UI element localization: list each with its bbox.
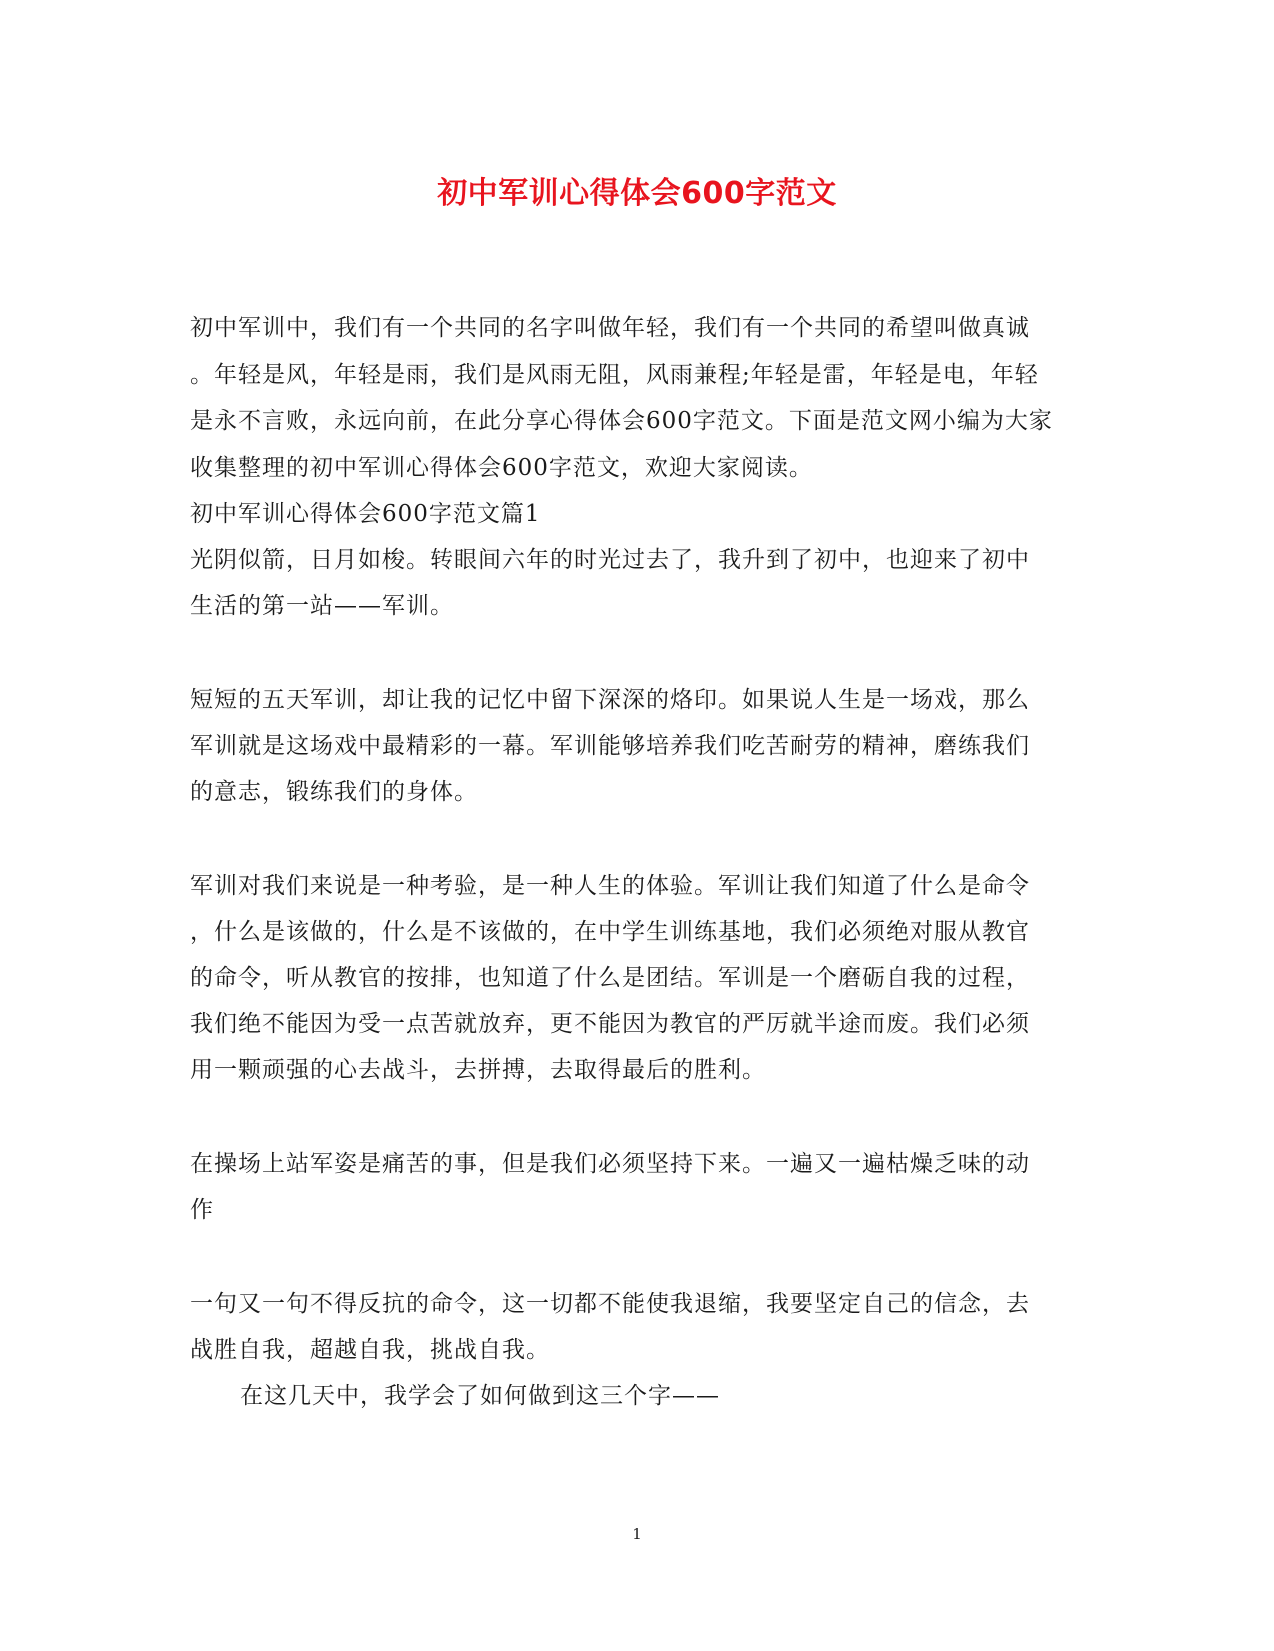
- document-title: 初中军训心得体会600字范文: [437, 176, 837, 211]
- text-line: 军训对我们来说是一种考验，是一种人生的体验。军训让我们知道了什么是命令: [190, 873, 1030, 899]
- text-line: 作: [190, 1197, 214, 1223]
- page-number: 1: [632, 1525, 642, 1543]
- text-line: 军训就是这场戏中最精彩的一幕。军训能够培养我们吃苦耐劳的精神，磨练我们: [190, 733, 1030, 759]
- text-line: 短短的五天军训，却让我的记忆中留下深深的烙印。如果说人生是一场戏，那么: [190, 687, 1030, 713]
- text-line: ，什么是该做的，什么是不该做的，在中学生训练基地，我们必须绝对服从教官: [190, 919, 1030, 945]
- text-line: 用一颗顽强的心去战斗，去拼搏，去取得最后的胜利。: [190, 1057, 766, 1083]
- text-line: 战胜自我，超越自我，挑战自我。: [190, 1337, 550, 1363]
- text-line: 我们绝不能因为受一点苦就放弃，更不能因为教官的严厉就半途而废。我们必须: [190, 1011, 1030, 1037]
- text-line: 一句又一句不得反抗的命令，这一切都不能使我退缩，我要坚定自己的信念，去: [190, 1291, 1030, 1317]
- text-line: 生活的第一站——军训。: [190, 593, 454, 619]
- text-line: 。年轻是风，年轻是雨，我们是风雨无阻，风雨兼程;年轻是雷，年轻是电，年轻: [190, 362, 1039, 388]
- text-line: 的命令，听从教官的按排，也知道了什么是团结。军训是一个磨砺自我的过程，: [190, 965, 1030, 991]
- text-line: 初中军训中，我们有一个共同的名字叫做年轻，我们有一个共同的希望叫做真诚: [190, 315, 1030, 341]
- section-heading: 初中军训心得体会600字范文篇1: [190, 501, 541, 527]
- text-line: 是永不言败，永远向前，在此分享心得体会600字范文。下面是范文网小编为大家: [190, 408, 1053, 434]
- text-line: 光阴似箭，日月如梭。转眼间六年的时光过去了，我升到了初中，也迎来了初中: [190, 547, 1030, 573]
- text-line: 的意志，锻练我们的身体。: [190, 779, 478, 805]
- text-line: 在操场上站军姿是痛苦的事，但是我们必须坚持下来。一遍又一遍枯燥乏味的动: [190, 1151, 1030, 1177]
- text-line: 收集整理的初中军训心得体会600字范文，欢迎大家阅读。: [190, 455, 813, 481]
- text-line: 在这几天中，我学会了如何做到这三个字——: [240, 1383, 720, 1409]
